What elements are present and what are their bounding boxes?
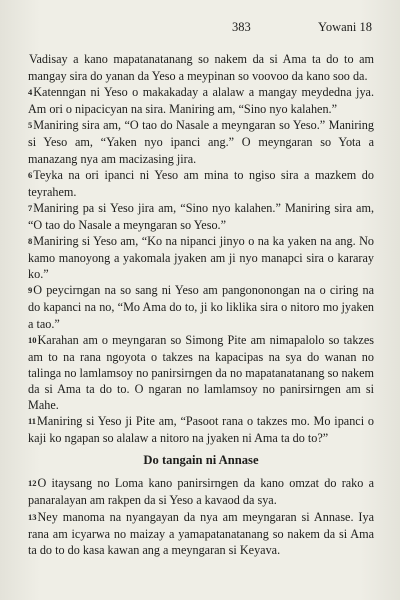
verse-paragraph: [28, 413, 374, 446]
verse-number: 5: [28, 120, 33, 131]
verse-number: 12: [28, 478, 37, 489]
verse-paragraph: [28, 475, 374, 508]
verse-text: Maniring si Yeso am, “Ko na nipanci jinyo o na ka yaken na ang. No kamo manoyong a yakomala jyaken am ji nyo manapci sira o kararay ko.”: [28, 234, 374, 282]
page-header: [0, 20, 400, 38]
page-body: [28, 51, 374, 558]
verse-paragraph: [28, 332, 374, 413]
verse-number: 7: [28, 202, 33, 213]
verse-paragraph: [28, 282, 374, 331]
verse-text: Katenngan ni Yeso o makakaday a alalaw a mangay meydedna jya. Am ori o nipacicyan na sira. Maniring am, “Sino nyo kalahen.”: [28, 85, 374, 117]
verse-paragraph: [28, 51, 374, 84]
verse-text: Ney manoma na nyangayan da nya am meyngaran si Annase. Iya rana am icyarwa no maizay a yamapatanatanang so nakem da si Ama ta do to do kasa kawan ang a meyngaran si Keyava.: [28, 509, 374, 557]
verse-text: Vadisay a kano mapatanatanang so nakem da si Ama ta do to am mangay sira do yanan da Yeso a meypinan so voovoo da kano soo da.: [28, 52, 374, 84]
verse-number: 4: [28, 87, 33, 98]
verse-number: 9: [28, 285, 33, 296]
verse-text: O itaysang no Loma kano panirsirngen da kano omzat do rako a panaralayan am rakpen da si Yeso a kavaod da sya.: [28, 476, 374, 508]
page-number: 383: [232, 20, 251, 34]
verse-text: Teyka na ori ipanci ni Yeso am mina to ngiso sira a mazkem do teyrahem.: [28, 167, 374, 199]
verse-number: 8: [28, 236, 33, 247]
verse-number: 10: [28, 334, 37, 345]
verse-paragraph: [28, 117, 374, 166]
verse-paragraph: [28, 200, 374, 233]
verse-text: Maniring si Yeso ji Pite am, “Pasoot rana o takzes mo. Mo ipanci o kaji ko ngapan so alalaw a nitoro na jyaken ni Ama ta do to?”: [28, 414, 374, 446]
verse-text: O peycirngan na so sang ni Yeso am pangononongan na o ciring na do kapanci na no, “Mo Ama do to, ji ko liklika sira o nitoro mo jyaken a tao.”: [28, 283, 374, 331]
verse-paragraph: [28, 233, 374, 282]
verse-text: Maniring pa si Yeso jira am, “Sino nyo kalahen.” Maniring sira am, “O tao do Nasale a meyngaran so Yeso.”: [28, 200, 374, 232]
verse-number: 13: [28, 511, 37, 522]
verse-text: Karahan am o meyngaran so Simong Pite am nimapalolo so takzes am to na rana ngoyota o takzes na kapacipas na sya do wanan no talinga no lamlamsoy no panirsirngen da no mapatanatanang so nakem da si Ama ta do to. O ngaran no lamlamsoy no panirsirngen am si Mahe.: [28, 332, 374, 412]
running-head: Yowani 18: [318, 20, 372, 34]
verse-paragraph: [28, 509, 374, 558]
verse-number: 11: [28, 416, 37, 427]
verse-paragraph: [28, 167, 374, 200]
verse-number: 6: [28, 169, 33, 180]
verse-paragraph: [28, 84, 374, 117]
section-heading: Do tangain ni Annase: [143, 453, 259, 468]
verse-text: Maniring sira am, “O tao do Nasale a meyngaran so Yeso.” Maniring si Yeso am, “Yaken nyo ipanci ang.” O meyngaran so Yota a manazang nya am macizasing jira.: [28, 118, 374, 166]
